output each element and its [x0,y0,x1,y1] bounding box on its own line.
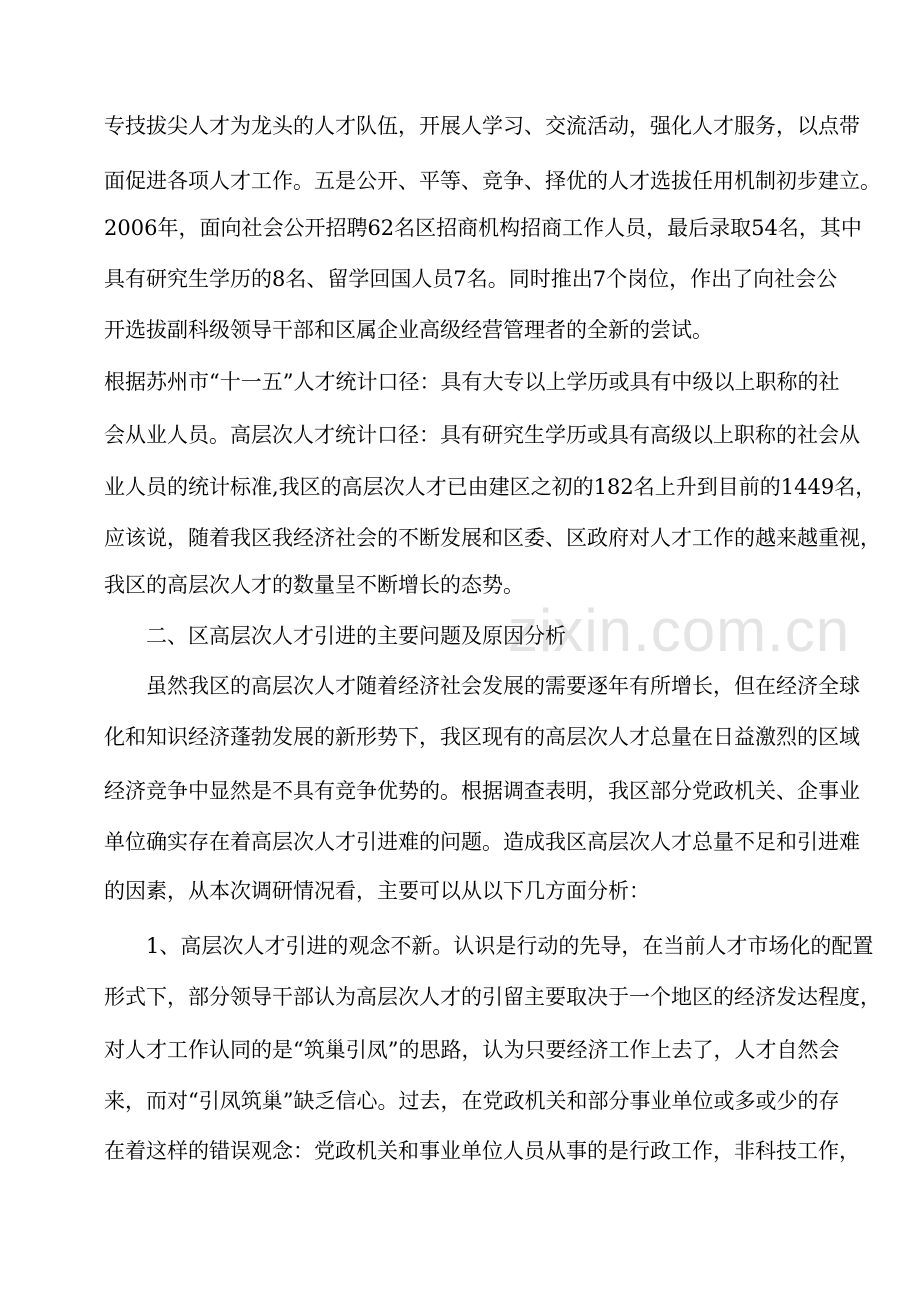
text-line: 经济竞争中显然是不具有竞争优势的。根据调查表明，我区部分党政机关、企事业 [104,779,860,803]
text-line: 对人才工作认同的是“筑巢引凤”的思路，认为只要经济工作上去了，人才自然会 [104,1038,840,1062]
text-line: 根据苏州市“十一五”人才统计口径：具有大专以上学历或具有中级以上职称的社 [104,370,840,394]
text-line: 应该说，随着我区我经济社会的不断发展和区委、区政府对人才工作的越来越重视， [104,526,881,550]
text-line: 专技拔尖人才为龙头的人才队伍，开展人学习、交流活动，强化人才服务，以点带 [104,114,860,138]
text-line: 的因素，从本次调研情况看，主要可以从以下几方面分析： [104,879,650,903]
section-heading: 二、区高层次人才引进的主要问题及原因分析 [146,624,566,648]
text-line: 化和知识经济蓬勃发展的新形势下，我区现有的高层次人才总量在日益激烈的区域 [104,725,860,749]
text-line: 来，而对“引凤筑巢”缺乏信心。过去，在党政机关和部分事业单位或多或少的存 [104,1089,840,1113]
text-line: 2006年，面向社会公开招聘62名区招商机构招商工作人员，最后录取54名，其中 [104,216,862,240]
text-line: 虽然我区的高层次人才随着经济社会发展的需要逐年有所增长，但在经济全球 [146,674,860,698]
text-line: 我区的高层次人才的数量呈不断增长的态势。 [104,573,524,597]
text-line: 在着这样的错误观念：党政机关和事业单位人员从事的是行政工作，非科技工作， [104,1139,860,1163]
text-line: 业人员的统计标准,我区的高层次人才已由建区之初的182名上升到目前的1449名， [104,475,877,499]
text-line: 会从业人员。高层次人才统计口径：具有研究生学历或具有高级以上职称的社会从 [104,423,860,447]
text-line: 面促进各项人才工作。五是公开、平等、竞争、择优的人才选拔任用机制初步建立。 [104,169,881,193]
watermark-text: zixin.com.cn [508,597,851,664]
text-line: 单位确实存在着高层次人才引进难的问题。造成我区高层次人才总量不足和引进难 [104,830,860,854]
text-line: 开选拔副科级领导干部和区属企业高级经营管理者的全新的尝试。 [104,318,713,342]
text-line: 形式下，部分领导干部认为高层次人才的引留主要取决于一个地区的经济发达程度， [104,985,881,1009]
text-line: 1、高层次人才引进的观念不新。认识是行动的先导，在当前人才市场化的配置 [146,934,874,958]
text-line: 具有研究生学历的8名、留学回国人员7名。同时推出7个岗位，作出了向社会公 [104,267,838,291]
